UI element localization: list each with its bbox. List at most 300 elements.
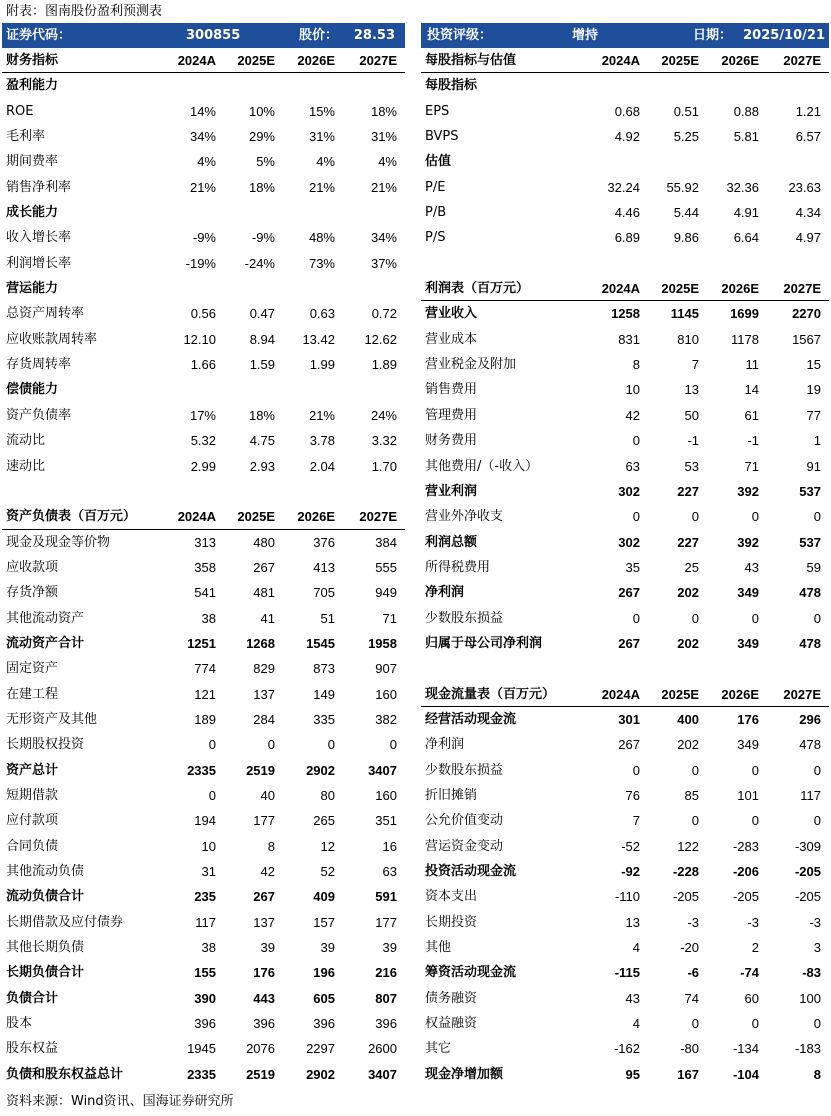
cell-value: 3.78	[309, 433, 335, 449]
row-label: P/B	[425, 205, 447, 221]
cell-value: 15	[806, 357, 821, 373]
table-row	[421, 732, 829, 757]
cell-value: 0	[208, 737, 216, 753]
table-row	[2, 555, 405, 580]
row-label: 管理费用	[425, 407, 478, 423]
cell-value: 0.72	[371, 306, 397, 322]
cell-value: 31%	[308, 129, 335, 145]
cell-value: 50	[684, 407, 699, 423]
table-row	[2, 732, 405, 757]
cell-value: 0	[632, 762, 640, 778]
cell-value: -3	[809, 914, 821, 930]
cell-value: 480	[253, 534, 275, 550]
cell-value: -9%	[251, 230, 275, 246]
row-label: 资产负债率	[6, 407, 72, 423]
cell-value: 117	[800, 787, 821, 803]
stock-code-value: 300855	[186, 28, 241, 43]
cell-value: 267	[618, 737, 640, 753]
cell-value: 907	[375, 661, 397, 677]
cell-value: 382	[375, 711, 397, 727]
cell-value: 349	[737, 737, 759, 753]
cell-value: 0	[751, 762, 759, 778]
table-row	[2, 960, 405, 985]
price-label: 股价：	[299, 28, 339, 43]
table-row	[421, 580, 829, 605]
cell-value: 0.51	[673, 103, 699, 119]
row-label: 现金及现金等价物	[6, 534, 111, 550]
row-label: 股本	[6, 1016, 33, 1032]
cell-value: 384	[375, 534, 397, 550]
table-row	[421, 403, 829, 428]
cell-value: 267	[618, 585, 640, 601]
cell-value: 42	[625, 407, 640, 423]
cell-value: 0	[813, 610, 821, 626]
cell-value: 2519	[246, 1066, 275, 1082]
cell-value: 32.36	[726, 179, 759, 195]
cell-value: 478	[799, 585, 821, 601]
cell-value: -19%	[185, 255, 216, 271]
table-header-row	[421, 682, 829, 707]
cell-value: 34%	[189, 129, 216, 145]
cell-value: 19	[806, 382, 821, 398]
table-row	[421, 606, 829, 631]
row-label: 营业成本	[425, 331, 478, 347]
cell-value: 43	[744, 559, 759, 575]
cell-value: 0.63	[309, 306, 335, 322]
cell-value: 4%	[316, 154, 335, 170]
row-label: 净利润	[425, 737, 465, 753]
cell-value: -309	[794, 838, 821, 854]
cell-value: 41	[260, 610, 275, 626]
cell-value: -1	[747, 433, 759, 449]
cell-value: 396	[375, 1016, 397, 1032]
cell-value: 1.59	[249, 357, 275, 373]
table-row	[2, 352, 405, 377]
cell-value: 177	[375, 914, 397, 930]
cell-value: 2270	[792, 306, 821, 322]
cell-value: 0	[327, 737, 335, 753]
cell-value: -1	[687, 433, 699, 449]
table-row	[421, 910, 829, 935]
cell-value: 2024A	[177, 53, 216, 68]
table-row	[421, 124, 829, 149]
cell-value: 14%	[189, 103, 216, 119]
cell-value: 2519	[246, 762, 275, 778]
cell-value: 810	[677, 331, 699, 347]
table-row	[421, 530, 829, 555]
cell-value: 400	[677, 711, 699, 727]
row-label: 其他	[425, 940, 452, 956]
cell-value: 349	[737, 585, 759, 601]
cell-value: 31%	[370, 129, 397, 145]
row-label: 流动负债合计	[6, 889, 85, 905]
row-label: 负债和股东权益总计	[6, 1066, 124, 1082]
cell-value: 15%	[308, 103, 335, 119]
cell-value: 0	[751, 813, 759, 829]
cell-value: 1.66	[190, 357, 216, 373]
table-row	[421, 301, 829, 326]
section-row	[2, 377, 405, 402]
table-row	[2, 986, 405, 1011]
cell-value: 4.97	[795, 230, 821, 246]
cell-value: 705	[313, 585, 335, 601]
cell-value: 313	[194, 534, 216, 550]
table-row	[421, 327, 829, 352]
cell-value: 13	[625, 914, 640, 930]
cell-value: 13.42	[302, 331, 335, 347]
cell-value: -283	[732, 838, 759, 854]
cell-value: 478	[799, 737, 821, 753]
cell-value: 9.86	[673, 230, 699, 246]
table-row	[421, 225, 829, 250]
row-label: ROE	[6, 103, 34, 119]
cell-value: 284	[253, 711, 275, 727]
cell-value: 0.68	[614, 103, 640, 119]
cell-value: 55.92	[666, 179, 699, 195]
cell-value: 2.04	[309, 458, 335, 474]
table-row	[421, 251, 829, 276]
table-row	[2, 580, 405, 605]
cell-value: 1145	[670, 306, 699, 322]
cell-value: 38	[201, 940, 216, 956]
cell-value: -162	[613, 1041, 640, 1057]
table-row	[2, 428, 405, 453]
cell-value: 18%	[370, 103, 397, 119]
header-band-right	[421, 23, 829, 48]
cell-value: 8	[632, 357, 640, 373]
cell-value: 2025E	[661, 281, 699, 297]
cell-value: 1.21	[795, 103, 821, 119]
cell-value: 10%	[248, 103, 275, 119]
cell-value: 2600	[368, 1041, 397, 1057]
row-label: 财务指标	[6, 53, 59, 68]
cell-value: 35	[625, 559, 640, 575]
cell-value: 4.92	[614, 129, 640, 145]
table-row	[421, 99, 829, 124]
row-label: 权益融资	[425, 1016, 478, 1032]
table-row	[421, 656, 829, 681]
row-label: EPS	[425, 103, 450, 119]
cell-value: -83	[802, 965, 821, 981]
cell-value: 2902	[306, 1066, 335, 1082]
table-row	[2, 606, 405, 631]
cell-value: -134	[732, 1041, 759, 1057]
cell-value: 267	[253, 889, 275, 905]
table-row	[421, 783, 829, 808]
table-row	[421, 1011, 829, 1036]
cell-value: 39	[382, 940, 397, 956]
cell-value: 4.46	[614, 205, 640, 221]
cell-value: 51	[320, 610, 335, 626]
cell-value: 1251	[187, 635, 216, 651]
cell-value: 80	[320, 787, 335, 803]
cell-value: 32.24	[607, 179, 640, 195]
table-row	[2, 808, 405, 833]
cell-value: -3	[687, 914, 699, 930]
cell-value: 117	[195, 914, 216, 930]
right-financial-table	[421, 48, 829, 1087]
cell-value: 38	[201, 610, 216, 626]
cell-value: 358	[194, 559, 216, 575]
cell-value: 2335	[187, 1066, 216, 1082]
cell-value: 537	[799, 483, 821, 499]
cell-value: 949	[375, 585, 397, 601]
cell-value: 0	[632, 610, 640, 626]
cell-value: 774	[194, 661, 216, 677]
table-row	[421, 428, 829, 453]
cell-value: 121	[194, 686, 216, 702]
cell-value: 227	[677, 534, 699, 550]
row-label: 投资活动现金流	[425, 864, 517, 879]
cell-value: 176	[253, 965, 275, 981]
cell-value: 0	[691, 813, 699, 829]
table-row	[2, 301, 405, 326]
cell-value: 2335	[187, 762, 216, 778]
cell-value: 4	[632, 940, 640, 956]
cell-value: 95	[625, 1066, 640, 1082]
cell-value: 555	[375, 559, 397, 575]
table-row	[421, 859, 829, 884]
cell-value: 7	[691, 357, 699, 373]
cell-value: 605	[313, 990, 335, 1006]
cell-value: 202	[677, 737, 699, 753]
cell-value: 831	[618, 331, 640, 347]
table-row	[421, 960, 829, 985]
section-row	[2, 276, 405, 301]
cell-value: 302	[618, 483, 640, 499]
cell-value: 2297	[306, 1041, 335, 1057]
cell-value: 2902	[306, 762, 335, 778]
row-label: 资本支出	[425, 889, 478, 905]
cell-value: 1268	[246, 635, 275, 651]
cell-value: 8	[813, 1066, 821, 1082]
section-row	[421, 73, 829, 98]
cell-value: 0	[632, 433, 640, 449]
cell-value: -9%	[192, 230, 216, 246]
row-label: 营运资金变动	[425, 838, 504, 854]
cell-value: 2026E	[721, 281, 759, 297]
table-row	[2, 251, 405, 276]
cell-value: 59	[806, 559, 821, 575]
row-label: 应收账款周转率	[6, 331, 98, 347]
row-label: 毛利率	[6, 129, 46, 145]
date-label: 日期：	[693, 28, 733, 43]
cell-value: 2024A	[601, 281, 640, 297]
row-label: 无形资产及其他	[6, 711, 98, 727]
table-row	[421, 1036, 829, 1061]
cell-value: 1258	[611, 306, 640, 322]
row-label: 资产总计	[6, 762, 59, 778]
cell-value: 478	[799, 635, 821, 651]
cell-value: 122	[677, 838, 699, 854]
row-label: 销售费用	[425, 382, 478, 398]
cell-value: 0	[813, 762, 821, 778]
cell-value: 0	[208, 787, 216, 803]
cell-value: 23.63	[788, 179, 821, 195]
table-row	[421, 986, 829, 1011]
cell-value: 39	[320, 940, 335, 956]
cell-value: 0	[267, 737, 275, 753]
row-label: 应收款项	[6, 559, 59, 575]
cell-value: 2026E	[721, 686, 759, 702]
table-row	[421, 479, 829, 504]
cell-value: 60	[744, 990, 759, 1006]
cell-value: 2026E	[721, 53, 759, 68]
table-row	[2, 859, 405, 884]
table-row	[2, 225, 405, 250]
cell-value: 0	[751, 610, 759, 626]
cell-value: -206	[732, 864, 759, 879]
cell-value: -80	[680, 1041, 699, 1057]
cell-value: 5.25	[673, 129, 699, 145]
row-label: 长期投资	[425, 914, 478, 930]
cell-value: 85	[684, 787, 699, 803]
cell-value: 301	[618, 711, 640, 727]
cell-value: 2.99	[190, 458, 216, 474]
row-label: 营业收入	[425, 306, 478, 322]
table-row	[2, 884, 405, 909]
cell-value: 392	[737, 483, 759, 499]
cell-value: 537	[799, 534, 821, 550]
cell-value: -74	[740, 965, 759, 981]
cell-value: 17%	[189, 407, 216, 423]
date-value: 2025/10/21	[743, 28, 825, 43]
cell-value: 335	[313, 711, 335, 727]
cell-value: 2027E	[359, 53, 397, 68]
cell-value: -205	[672, 889, 699, 905]
cell-value: 6.64	[733, 230, 759, 246]
row-label: 盈利能力	[6, 78, 59, 94]
cell-value: 177	[253, 813, 275, 829]
cell-value: 0	[632, 509, 640, 525]
table-row	[421, 707, 829, 732]
cell-value: 396	[253, 1016, 275, 1032]
rating-value: 增持	[572, 28, 599, 43]
row-label: P/S	[425, 230, 446, 246]
cell-value: 4.34	[795, 205, 821, 221]
cell-value: 24%	[370, 407, 397, 423]
row-label: 长期借款及应付债券	[6, 914, 124, 930]
cell-value: 2027E	[783, 53, 821, 68]
cell-value: 137	[253, 914, 275, 930]
row-label: 流动比	[6, 433, 46, 449]
cell-value: 155	[194, 965, 216, 981]
cell-value: 21%	[370, 179, 397, 195]
cell-value: 8	[267, 838, 275, 854]
cell-value: 413	[313, 559, 335, 575]
row-label: 速动比	[6, 458, 46, 474]
cell-value: 302	[618, 534, 640, 550]
cell-value: 74	[684, 990, 699, 1006]
table-row	[2, 834, 405, 859]
cell-value: 11	[745, 357, 759, 373]
row-label: P/E	[425, 179, 446, 195]
table-row	[2, 327, 405, 352]
table-row	[421, 200, 829, 225]
row-label: 营业税金及附加	[425, 357, 517, 373]
cell-value: 3407	[368, 762, 397, 778]
table-header-row	[2, 504, 405, 529]
cell-value: 52	[320, 864, 335, 879]
cell-value: 12	[320, 838, 335, 854]
source-note: 资料来源：Wind资讯、国海证券研究所	[6, 1094, 234, 1109]
cell-value: 2025E	[661, 686, 699, 702]
cell-value: 5.32	[190, 433, 216, 449]
cell-value: 265	[313, 813, 335, 829]
cell-value: 396	[313, 1016, 335, 1032]
table-row	[2, 99, 405, 124]
table-header-row	[2, 48, 405, 73]
cell-value: 4%	[378, 154, 397, 170]
section-row	[421, 149, 829, 174]
cell-value: 0	[751, 1016, 759, 1032]
table-row	[2, 479, 405, 504]
cell-value: 296	[799, 711, 821, 727]
cell-value: 443	[253, 990, 275, 1006]
row-label: 总资产周转率	[6, 306, 85, 322]
cell-value: 349	[737, 635, 759, 651]
cell-value: 390	[194, 990, 216, 1006]
cell-value: 0.88	[733, 103, 759, 119]
table-row	[2, 910, 405, 935]
table-row	[2, 124, 405, 149]
cell-value: 829	[253, 661, 275, 677]
cell-value: 0	[751, 509, 759, 525]
row-label: 公允价值变动	[425, 813, 504, 829]
cell-value: 63	[625, 458, 640, 474]
cell-value: 0.47	[249, 306, 275, 322]
row-label: 现金净增加额	[425, 1066, 504, 1082]
cell-value: 0	[813, 1016, 821, 1032]
cell-value: 0	[691, 762, 699, 778]
cell-value: 18%	[248, 179, 275, 195]
cell-value: 91	[806, 458, 821, 474]
cell-value: 21%	[189, 179, 216, 195]
table-row	[2, 454, 405, 479]
cell-value: 8.94	[249, 331, 275, 347]
cell-value: 0.56	[190, 306, 216, 322]
cell-value: 71	[382, 610, 397, 626]
cell-value: 4.75	[249, 433, 275, 449]
cell-value: -110	[614, 889, 640, 905]
table-row	[421, 758, 829, 783]
row-label: 成长能力	[6, 205, 59, 221]
cell-value: 2024A	[601, 686, 640, 702]
cell-value: 4%	[197, 154, 216, 170]
cell-value: 202	[677, 585, 699, 601]
cell-value: 29%	[248, 129, 275, 145]
price-value: 28.53	[353, 28, 395, 43]
row-label: 少数股东损益	[425, 610, 504, 626]
table-row	[421, 454, 829, 479]
section-row	[2, 73, 405, 98]
cell-value: 61	[744, 407, 759, 423]
cell-value: 2.93	[249, 458, 275, 474]
cell-value: 48%	[308, 230, 335, 246]
cell-value: -205	[732, 889, 759, 905]
cell-value: 2024A	[601, 53, 640, 68]
row-label: 负债合计	[6, 990, 59, 1006]
cell-value: 16	[382, 838, 397, 854]
row-label: 归属于母公司净利润	[425, 635, 543, 651]
cell-value: 3.32	[371, 433, 397, 449]
cell-value: 1545	[306, 635, 335, 651]
table-row	[421, 1062, 829, 1087]
row-label: 净利润	[425, 585, 465, 601]
row-label: 利润总额	[425, 534, 478, 550]
cell-value: -20	[680, 940, 699, 956]
cell-value: 10	[625, 382, 640, 398]
